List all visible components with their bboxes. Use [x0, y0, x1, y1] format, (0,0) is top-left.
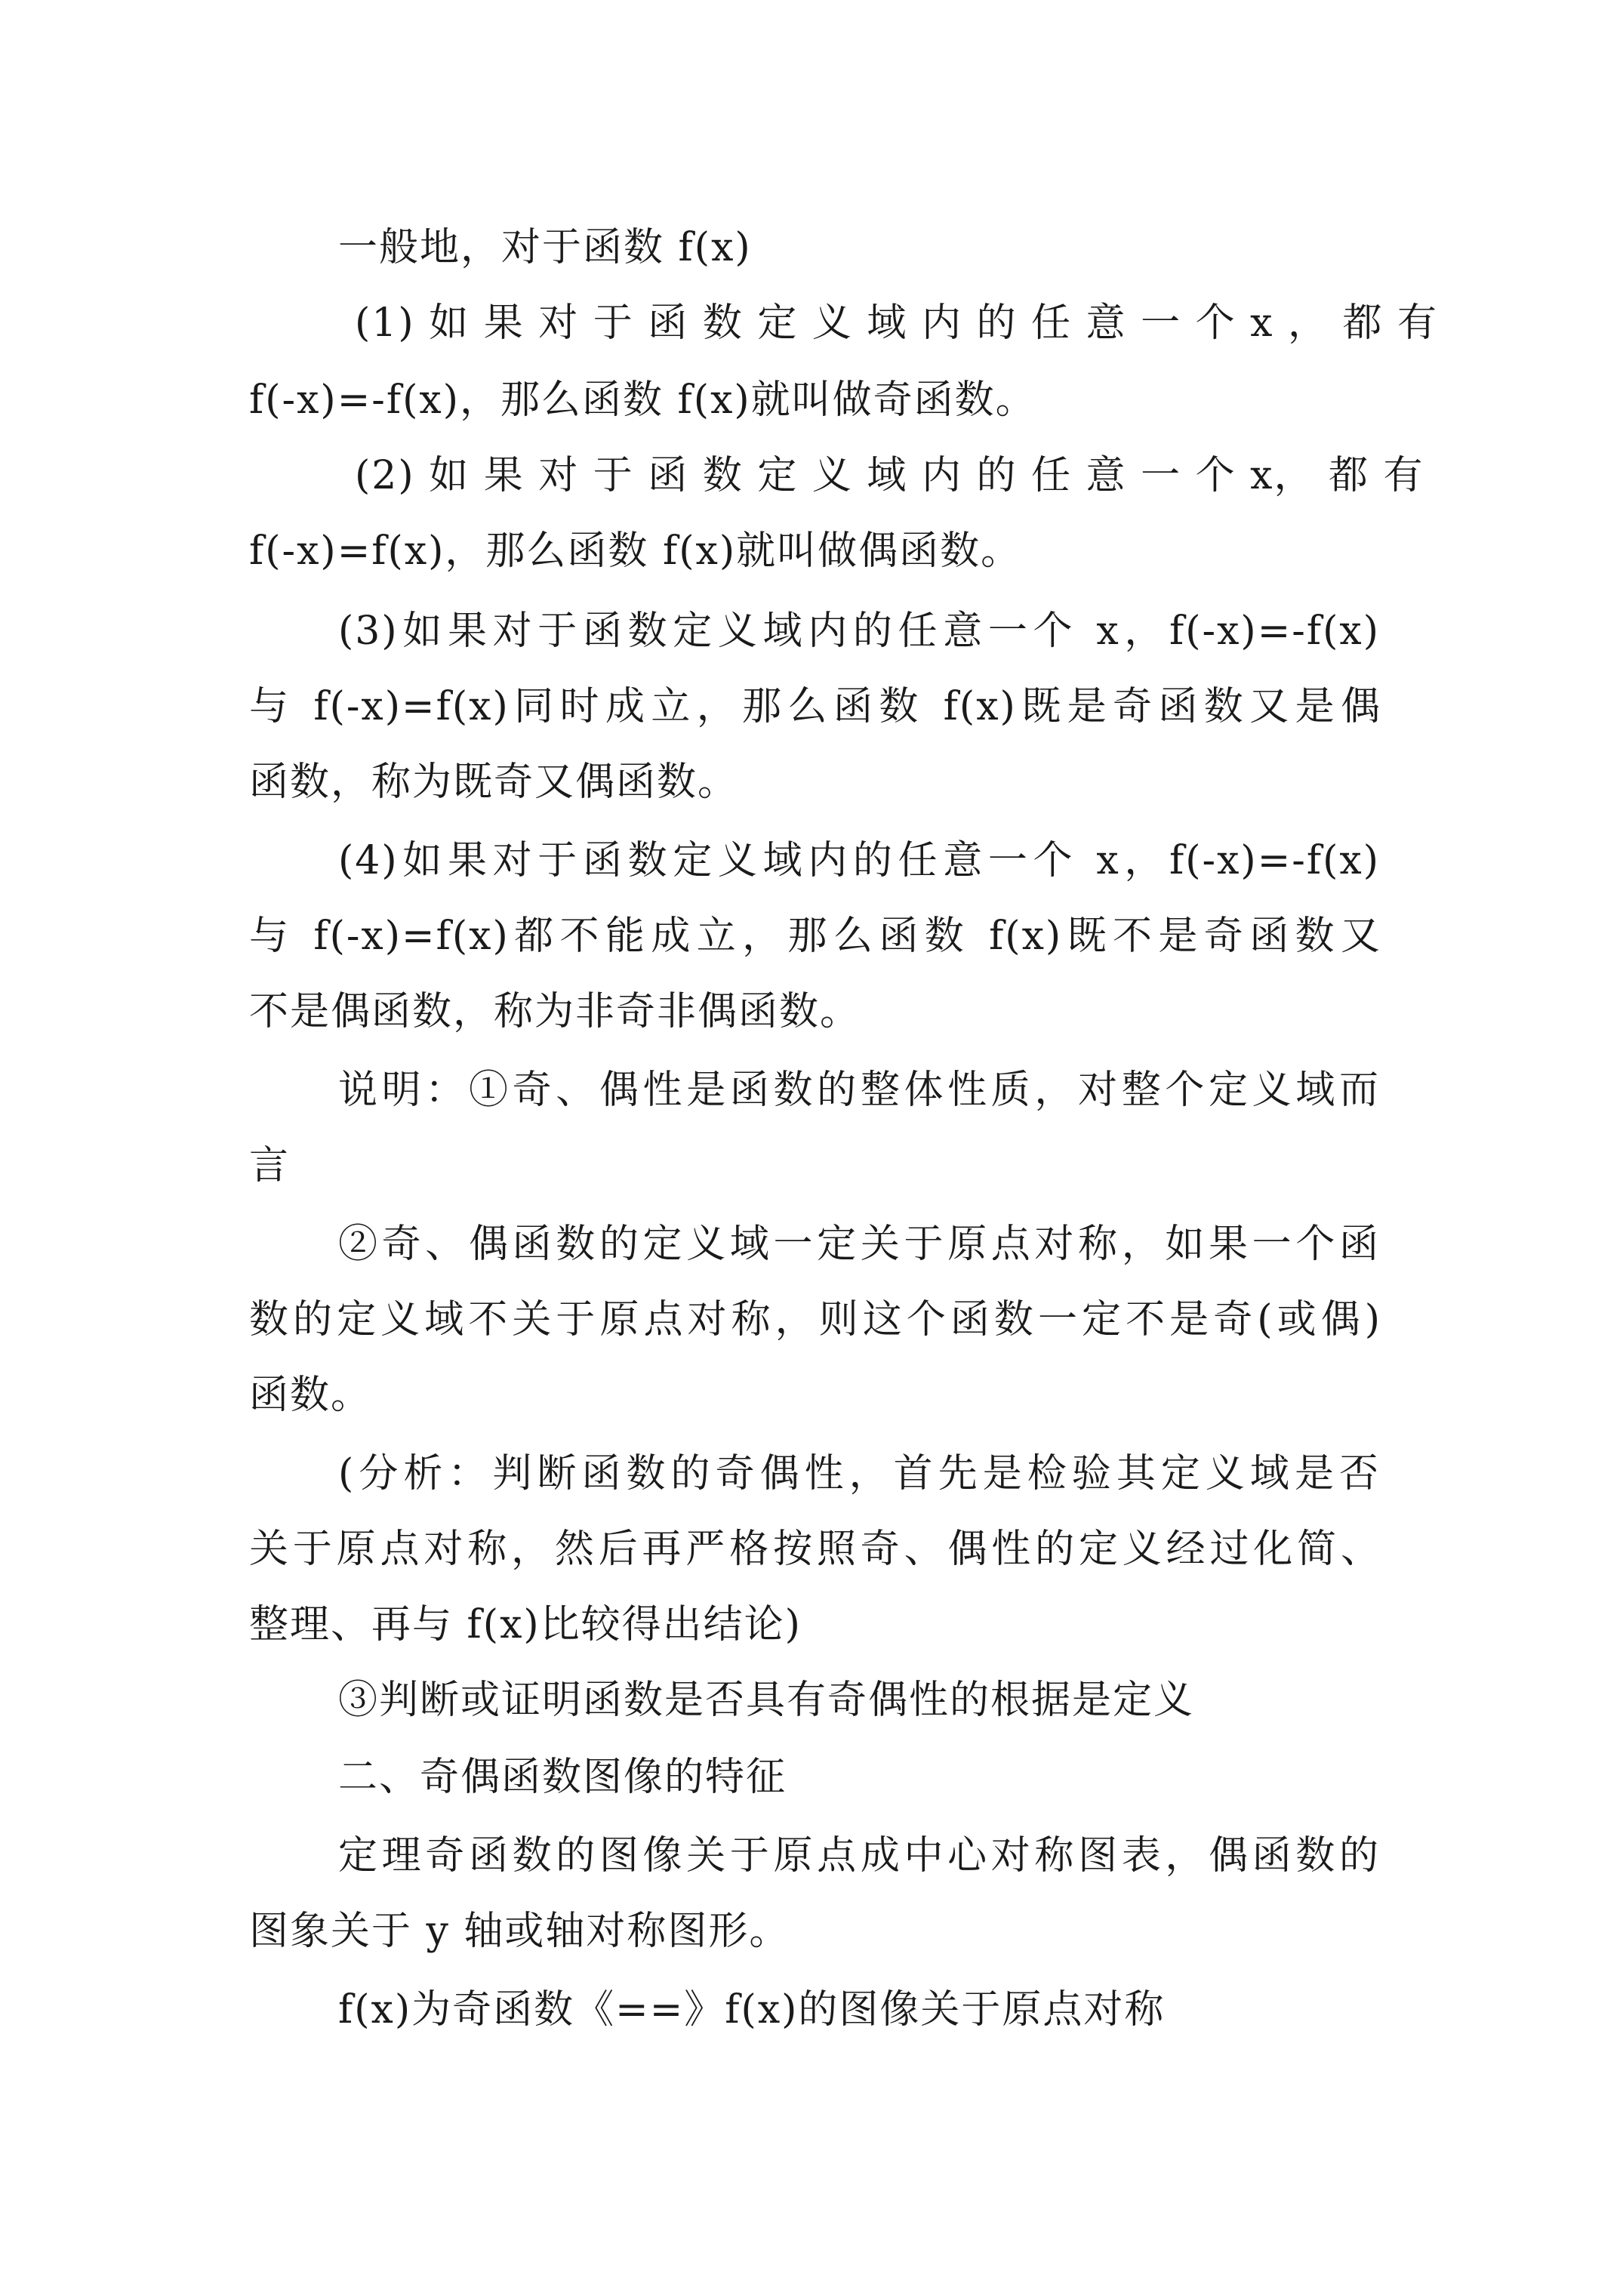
text-line: 关于原点对称，然后再严格按照奇、偶性的定义经过化简、	[249, 1527, 1381, 1572]
section-heading: 二、奇偶函数图像的特征	[338, 1755, 787, 1800]
text-line: 与 f(-x)=f(x)都不能成立，那么函数 f(x)既不是奇函数又	[249, 914, 1381, 959]
text-line: (分析：判断函数的奇偶性，首先是检验其定义域是否	[338, 1451, 1380, 1496]
text-line: (2) 如 果 对 于 函 数 定 义 域 内 的 任 意 一 个 x， 都 有	[355, 453, 1424, 498]
text-line: 说明：①奇、偶性是函数的整体性质，对整个定义域而	[338, 1068, 1380, 1113]
text-line: f(-x)=f(x)，那么函数 f(x)就叫做偶函数。	[249, 529, 1022, 574]
text-line: f(-x)=-f(x)，那么函数 f(x)就叫做奇函数。	[249, 378, 1036, 423]
text-line: 不是偶函数，称为非奇非偶函数。	[249, 989, 861, 1034]
text-line: 整理、再与 f(x)比较得出结论)	[249, 1602, 802, 1647]
text-line: (1) 如 果 对 于 函 数 定 义 域 内 的 任 意 一 个 x ， 都 有	[355, 300, 1439, 346]
text-line: 图象关于 y 轴或轴对称图形。	[249, 1909, 790, 1954]
text-line: 数的定义域不关于原点对称，则这个函数一定不是奇(或偶)	[249, 1297, 1381, 1342]
text-line: 函数。	[249, 1373, 372, 1418]
text-line: 定理奇函数的图像关于原点成中心对称图表，偶函数的	[338, 1833, 1380, 1878]
text-line: 一般地，对于函数 f(x)	[338, 225, 752, 270]
text-line: f(x)为奇函数《==》f(x)的图像关于原点对称	[338, 1987, 1166, 2032]
text-line: (4)如果对于函数定义域内的任意一个 x，f(-x)=-f(x)	[338, 838, 1380, 883]
text-line: 与 f(-x)=f(x)同时成立，那么函数 f(x)既是奇函数又是偶	[249, 684, 1381, 729]
text-line: ②奇、偶函数的定义域一定关于原点对称，如果一个函	[338, 1222, 1380, 1267]
text-line: ③判断或证明函数是否具有奇偶性的根据是定义	[338, 1678, 1195, 1723]
text-line: (3)如果对于函数定义域内的任意一个 x，f(-x)=-f(x)	[338, 609, 1380, 654]
text-line: 函数，称为既奇又偶函数。	[249, 760, 739, 805]
text-line: 言	[249, 1143, 291, 1188]
